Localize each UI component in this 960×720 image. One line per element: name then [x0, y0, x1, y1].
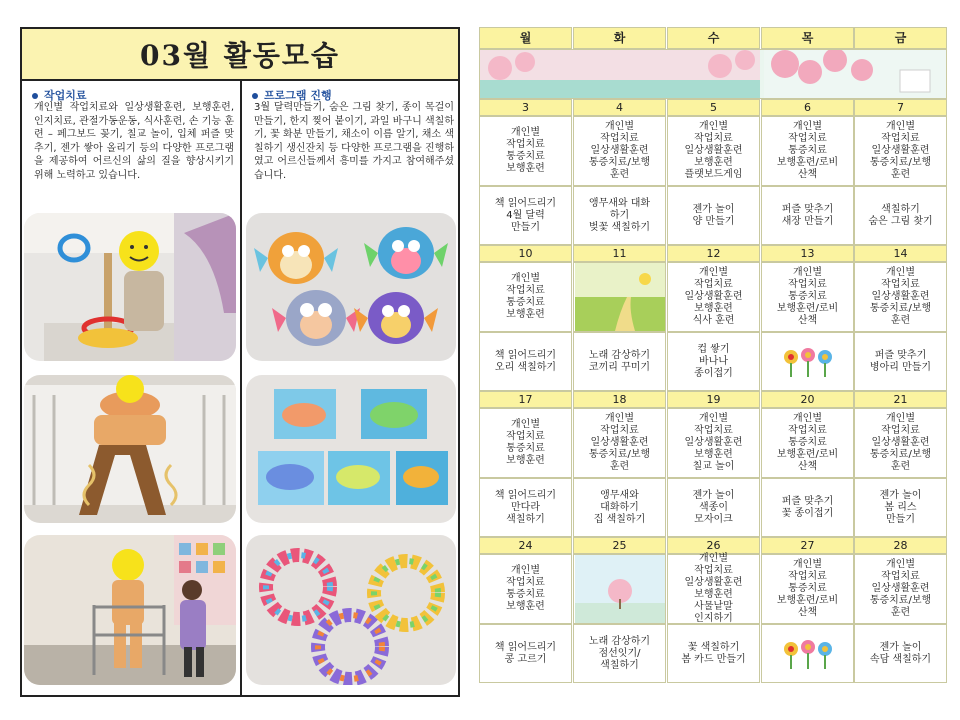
therapy-cell: 개인별 작업치료 일상생활훈련 보행훈련 사물낱말 인지하기: [667, 554, 760, 624]
photo-walker-training: [24, 535, 236, 685]
therapy-cell: 개인별 작업치료 일상생활훈련 통증치료/보행 훈련: [573, 116, 666, 186]
date-cell: 26: [667, 537, 760, 554]
date-cell: 18: [573, 391, 666, 408]
day-header: 금: [854, 27, 947, 49]
date-cell: 12: [667, 245, 760, 262]
therapy-cell: 개인별 작업치료 일상생활훈련 통증치료/보행 훈련: [854, 116, 947, 186]
date-cell: 7: [854, 99, 947, 116]
date-cell: 10: [479, 245, 572, 262]
date-cell: 17: [479, 391, 572, 408]
therapy-cell: 개인별 작업치료 일상생활훈련 보행훈련 플랫보드게임: [667, 116, 760, 186]
therapy-cell: 개인별 작업치료 일상생활훈련 보행훈련 식사 훈련: [667, 262, 760, 332]
therapy-cell: 개인별 작업치료 일상생활훈련 통증치료/보행 훈련: [854, 262, 947, 332]
program-cell: 노래 감상하기 코끼리 꾸미기: [573, 332, 666, 391]
bullet-icon: [252, 93, 258, 99]
date-cell: 13: [761, 245, 854, 262]
photo-fish-coloring: [246, 375, 456, 523]
page-title: 03월 활동모습: [140, 39, 340, 72]
program-cell: 색칠하기 숨은 그림 찾기: [854, 186, 947, 245]
occupational-therapy-column: [22, 81, 239, 695]
therapy-cell: 개인별 작업치료 통증치료 보행훈련/로비 산책: [761, 554, 854, 624]
date-cell: 6: [761, 99, 854, 116]
therapy-cell: 개인별 작업치료 일상생활훈련 통증치료/보행 훈련: [573, 408, 666, 478]
program-cell: 컵 쌓기 바나나 종이접기: [667, 332, 760, 391]
date-cell: 11: [573, 245, 666, 262]
photo-ring-toss: [24, 213, 236, 361]
day-header: 화: [573, 27, 666, 49]
program-cell: 책 읽어드리기 만다라 색칠하기: [479, 478, 572, 537]
date-cell: 28: [854, 537, 947, 554]
date-cell: 19: [667, 391, 760, 408]
date-cell: 25: [573, 537, 666, 554]
landscape-illustration: [573, 554, 666, 624]
photo-leg-exercise: [24, 375, 236, 523]
day-header: 수: [667, 27, 760, 49]
date-cell: 4: [573, 99, 666, 116]
date-cell: 5: [667, 99, 760, 116]
therapy-cell: 개인별 작업치료 통증치료 보행훈련/로비 산책: [761, 262, 854, 332]
date-cell: 21: [854, 391, 947, 408]
calendar-grid: [479, 27, 947, 688]
program-cell: 꽃 색칠하기 봄 카드 만들기: [667, 624, 760, 683]
therapy-cell: 개인별 작업치료 통증치료 보행훈련/로비 산책: [761, 116, 854, 186]
program-column: [240, 81, 459, 695]
program-cell: 퍼즐 맞추기 꽃 종이접기: [761, 478, 854, 537]
program-cell: 퍼즐 맞추기 새장 만들기: [761, 186, 854, 245]
program-cell: 앵무새와 대화하기 집 색칠하기: [573, 478, 666, 537]
program-cell: 젠가 놀이 양 만들기: [667, 186, 760, 245]
activity-photos-panel: [20, 27, 460, 697]
therapy-cell: 개인별 작업치료 일상생활훈련 보행훈련 칠교 놀이: [667, 408, 760, 478]
photo-spring-wreaths: [246, 535, 456, 685]
date-cell: 20: [761, 391, 854, 408]
program-cell: 퍼즐 맞추기 병아리 만들기: [854, 332, 947, 391]
weekly-calendar: [479, 27, 947, 688]
bullet-icon: [32, 93, 38, 99]
date-cell: 14: [854, 245, 947, 262]
flowers-icon: [761, 624, 854, 683]
program-cell: 책 읽어드리기 4월 달력 만들기: [479, 186, 572, 245]
program-cell: 노래 감상하기 점선잇기/ 색칠하기: [573, 624, 666, 683]
program-cell: 책 읽어드리기 오리 색칠하기: [479, 332, 572, 391]
program-cell: 젠가 놀이 봄 리스 만들기: [854, 478, 947, 537]
therapy-cell: 개인별 작업치료 통증치료 보행훈련: [479, 554, 572, 624]
therapy-cell: 개인별 작업치료 통증치료 보행훈련: [479, 408, 572, 478]
therapy-cell: 개인별 작업치료 일상생활훈련 통증치료/보행 훈련: [854, 408, 947, 478]
day-header: 월: [479, 27, 572, 49]
section-body-ot: 개인별 작업치료와 일상생활훈련, 보행훈련, 인지치료, 관절가동운동, 식사훈련, 손 기능 훈련 – 페그보드 꽂기, 칠교 놀이, 입체 퍼즐 맞추기, 젠가 쌓아 올리기 등의 다양한 프로그램을 제공하여 어르신의 삶의 질을 향상시키기 위해 노력하고 있습니다.: [34, 102, 234, 181]
title-banner: [22, 29, 458, 81]
therapy-cell: 개인별 작업치료 통증치료 보행훈련: [479, 116, 572, 186]
therapy-cell: 개인별 작업치료 일상생활훈련 통증치료/보행 훈련: [854, 554, 947, 624]
program-cell: 앵무새와 대화 하기 벚꽃 색칠하기: [573, 186, 666, 245]
date-cell: 3: [479, 99, 572, 116]
program-cell: 젠가 놀이 색종이 모자이크: [667, 478, 760, 537]
program-cell: 책 읽어드리기 콩 고르기: [479, 624, 572, 683]
section-heading-ot: 작업치료: [32, 87, 87, 103]
spring-banner-illustration: [479, 49, 947, 99]
therapy-cell: 개인별 작업치료 통증치료 보행훈련/로비 산책: [761, 408, 854, 478]
therapy-cell: 개인별 작업치료 통증치료 보행훈련: [479, 262, 572, 332]
flowers-icon: [761, 332, 854, 391]
landscape-illustration: [573, 262, 666, 332]
photo-owl-crafts: [246, 213, 456, 361]
date-cell: 24: [479, 537, 572, 554]
section-body-program: 3월 달력만들기, 숨은 그림 찾기, 종이 목걸이 만들기, 한지 찢어 붙이기, 과일 바구니 색칠하기, 꽃 화분 만들기, 채소이 이름 알기, 채소 색칠하기 생신잔치 등 다양한 프로그램을 진행하였고 어르신들께서 흥미를 가지고 참여해주셨습니다.: [254, 102, 454, 181]
day-header: 목: [761, 27, 854, 49]
program-cell: 젠가 놀이 속담 색칠하기: [854, 624, 947, 683]
date-cell: 27: [761, 537, 854, 554]
section-heading-program: 프로그램 진행: [252, 87, 332, 103]
